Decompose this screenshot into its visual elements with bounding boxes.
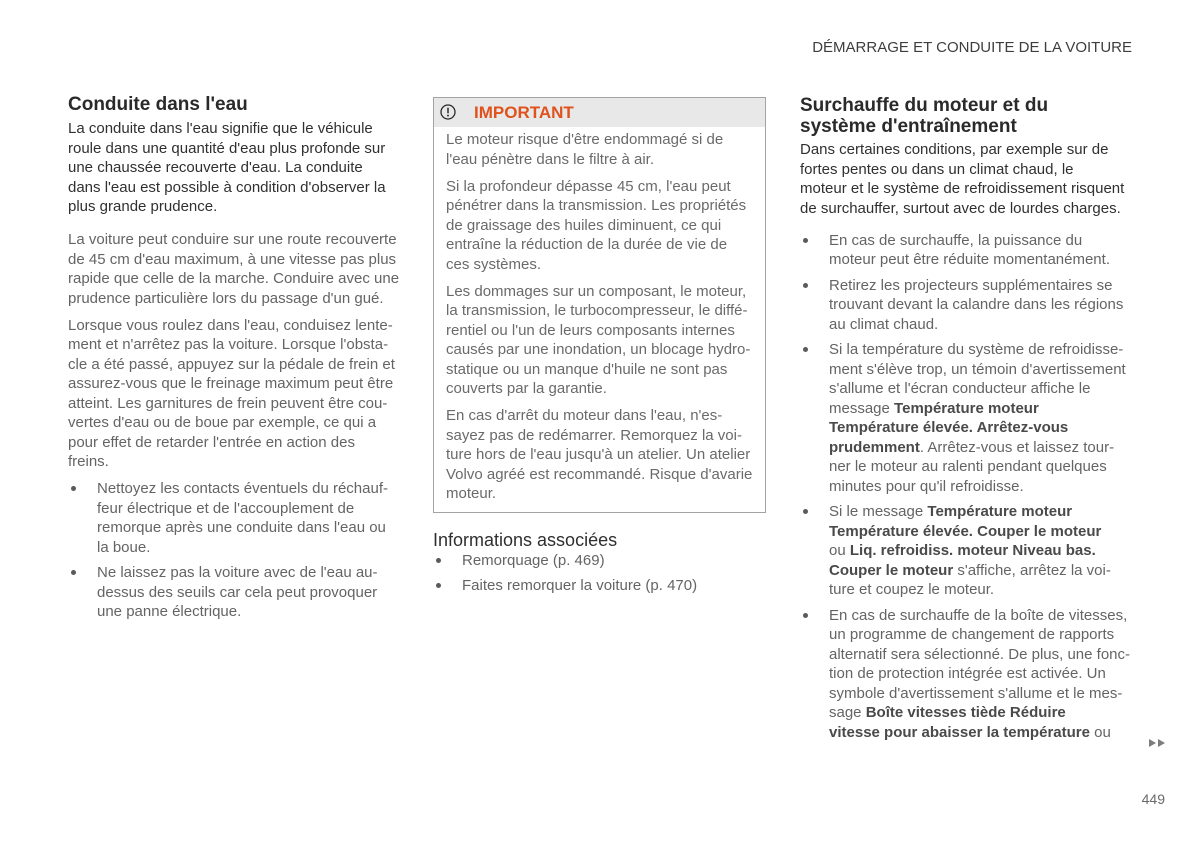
text-line: un programme de changement de rapports	[829, 626, 1115, 643]
bullet-text	[829, 231, 1135, 270]
text-line: moteur.	[446, 485, 497, 503]
text-line	[829, 502, 1135, 522]
text-line	[829, 399, 1135, 419]
bullet-text	[829, 606, 1135, 743]
text-line: En cas d'arrêt du moteur dans l'eau, n'es-	[446, 407, 723, 425]
continued-arrows-icon	[1148, 738, 1167, 748]
bullet-dot-icon	[803, 509, 808, 514]
bullet-item	[800, 606, 1135, 743]
text-line: plus grande prudence.	[68, 198, 218, 215]
text-line: cle a été passé, appuyez sur la pédale de frein et	[68, 355, 395, 373]
text-line: pénétrer dans la transmission. Les propriétés	[446, 197, 747, 215]
text-line: entraîne la réduction de la durée de vie de	[446, 236, 728, 254]
text-line: En cas de surchauffe, la puissance du	[829, 231, 1083, 249]
text-line: pour effet de retarder l'entrée en action des	[68, 433, 355, 451]
paragraph	[446, 130, 753, 169]
text-line: ces systèmes.	[446, 255, 542, 273]
bold-text-run: vitesse pour abaisser la température	[829, 723, 1090, 741]
text-line: alternatif sera sélectionné. De plus, une fonc-	[829, 645, 1131, 663]
text-line	[829, 703, 1135, 723]
bullet-item	[68, 479, 403, 557]
related-link-tow-the-car[interactable]: Faites remorquer la voiture (p. 470)	[462, 577, 698, 594]
related-link-item	[433, 576, 766, 596]
text-line: Lorsque vous roulez dans l'eau, conduisez lente-	[68, 316, 393, 334]
text-line: système d'entraînement	[800, 115, 1017, 137]
text-run: message	[829, 399, 895, 417]
text-line: assurez-vous que le freinage maximum peut être	[68, 375, 394, 392]
text-line	[829, 541, 1135, 561]
text-run: Si le message	[829, 503, 928, 520]
heading-driving-in-water: Conduite dans l'eau	[68, 94, 248, 115]
text-line: de surchauffer, surtout avec de lourdes charges.	[800, 199, 1121, 217]
text-line: Nettoyez les contacts éventuels du réchauf-	[97, 480, 388, 497]
text-line: sayez pas de redémarrer. Remorquez la voi-	[446, 426, 742, 444]
text-line: Volvo agréé est recommandé. Risque d'avarie	[446, 465, 753, 483]
text-line: vertes d'eau ou de boue par exemple, ce qui a	[68, 414, 377, 431]
text-line: roule dans une quantité d'eau plus profonde sur	[68, 139, 386, 157]
bold-text-run: Température moteur	[927, 503, 1073, 520]
text-line: ture hors de l'eau jusqu'à un atelier. Un atelier	[446, 446, 751, 464]
text-line	[829, 438, 1135, 458]
bullet-dot-icon	[803, 283, 808, 288]
bold-text-run: Température moteur	[894, 399, 1039, 417]
bullet-dot-icon	[436, 558, 441, 563]
bullet-list	[68, 479, 403, 622]
text-line: de 45 cm d'eau maximum, à une vitesse pas plus	[68, 250, 397, 268]
related-links-list	[433, 551, 766, 596]
paragraph	[446, 177, 753, 275]
exclamation-circle-icon	[440, 104, 456, 120]
section-header: DÉMARRAGE ET CONDUITE DE LA VOITURE	[812, 39, 1132, 56]
text-line	[829, 561, 1135, 581]
text-line: minutes pour qu'il refroidisse.	[829, 477, 1024, 495]
intro-paragraph	[68, 119, 403, 217]
text-run: sage	[829, 704, 866, 721]
bold-text-run: Température élevée. Couper le moteur	[829, 522, 1102, 540]
text-line: dans l'eau est possible à condition d'observer la	[68, 178, 386, 196]
bullet-text	[829, 340, 1135, 496]
text-line: dessus des seuils car cela peut provoquer	[97, 583, 378, 601]
bullet-dot-icon	[803, 347, 808, 352]
text-line: l'eau pénètre dans le filtre à air.	[446, 150, 654, 168]
bullet-dot-icon	[71, 570, 76, 575]
text-line: prudence particulière lors du passage d'un gué.	[68, 289, 384, 307]
paragraph	[68, 316, 403, 472]
bold-text-run: prudemment	[829, 438, 920, 456]
bullet-list	[800, 231, 1135, 743]
text-line: de graissage des huiles diminuent, ce qui	[446, 216, 722, 234]
important-box-body	[434, 127, 765, 512]
text-line: tion de protection intégrée est activée. Un	[829, 665, 1106, 682]
heading-engine-overheating	[800, 95, 1135, 137]
bullet-item	[800, 340, 1135, 496]
text-line: s'allume et l'écran conducteur affiche le	[829, 380, 1091, 397]
bullet-item	[800, 231, 1135, 270]
text-run: ou	[1089, 723, 1111, 741]
paragraph	[446, 282, 753, 399]
text-line: Si la température du système de refroidisse-	[829, 341, 1124, 358]
bullet-text	[97, 479, 403, 557]
text-line: au climat chaud.	[829, 315, 939, 333]
text-line: Ne laissez pas la voiture avec de l'eau au-	[97, 564, 378, 581]
text-line: symbole d'avertissement s'allume et le mes-	[829, 684, 1123, 702]
important-box	[433, 97, 766, 513]
text-line: ner le moteur au ralenti pendant quelques	[829, 458, 1107, 475]
related-link-towing[interactable]: Remorquage (p. 469)	[462, 552, 605, 569]
text-line: remorque après une conduite dans l'eau ou	[97, 519, 386, 536]
bullet-dot-icon	[71, 486, 76, 491]
text-line: rentiel ou l'un de leurs composants internes	[446, 321, 735, 339]
bold-text-run: Couper le moteur	[829, 561, 954, 579]
text-line: causés par une inondation, un blocage hydro-	[446, 341, 751, 359]
text-line: Surchauffe du moteur et du	[800, 94, 1049, 116]
text-line: freins.	[68, 453, 109, 470]
text-line: une chaussée recouverte d'eau. La conduite	[68, 159, 363, 176]
bold-text-run: Température élevée. Arrêtez-vous	[829, 419, 1069, 436]
intro-paragraph	[800, 140, 1135, 218]
text-line: trouvant devant la calandre dans les régions	[829, 296, 1124, 313]
bullet-text	[97, 563, 403, 622]
right-column	[800, 95, 1135, 743]
paragraph	[446, 406, 753, 504]
page-number: 449	[1141, 791, 1165, 807]
text-line: La voiture peut conduire sur une route recouverte	[68, 231, 397, 248]
related-link-item	[433, 551, 766, 571]
text-line: ment s'élève trop, un témoin d'avertissement	[829, 360, 1126, 378]
text-line: Le moteur risque d'être endommagé si de	[446, 131, 724, 149]
text-run: . Arrêtez-vous et laissez tour-	[919, 438, 1115, 456]
text-line: Les dommages sur un composant, le moteur,	[446, 282, 747, 300]
text-line: Dans certaines conditions, par exemple sur de	[800, 141, 1109, 158]
bold-text-run: Liq. refroidiss. moteur Niveau bas.	[849, 542, 1096, 559]
text-line: moteur et le système de refroidissement risquent	[800, 180, 1125, 197]
bullet-text	[829, 276, 1135, 335]
important-box-header	[434, 98, 765, 127]
text-line: feur électrique et de l'accouplement de	[97, 499, 355, 517]
text-run: ou	[829, 542, 850, 559]
text-line: En cas de surchauffe de la boîte de vitesses,	[829, 606, 1128, 624]
bullet-item	[68, 563, 403, 622]
bullet-dot-icon	[803, 613, 808, 618]
important-title: IMPORTANT	[474, 103, 574, 122]
bullet-item	[800, 502, 1135, 600]
left-column	[68, 94, 403, 622]
text-line	[829, 418, 1135, 438]
bullet-dot-icon	[436, 583, 441, 588]
text-line: Si la profondeur dépasse 45 cm, l'eau peut	[446, 177, 731, 195]
text-line	[829, 522, 1135, 542]
related-information	[433, 529, 766, 596]
related-information-heading: Informations associées	[433, 530, 618, 550]
text-line: Retirez les projecteurs supplémentaires se	[829, 276, 1113, 294]
bullet-dot-icon	[803, 238, 808, 243]
text-line: la boue.	[97, 538, 151, 556]
text-line: atteint. Les garnitures de frein peuvent être cou-	[68, 394, 388, 412]
text-line: une panne électrique.	[97, 603, 242, 620]
text-line: la transmission, le turbocompresseur, le diffé-	[446, 302, 748, 320]
paragraph	[68, 230, 403, 308]
text-line: moteur peut être réduite momentanément.	[829, 251, 1110, 268]
bold-text-run: Boîte vitesses tiède Réduire	[865, 704, 1066, 721]
bullet-text	[829, 502, 1135, 600]
text-line: fortes pentes ou dans un climat chaud, le	[800, 160, 1074, 178]
text-line: La conduite dans l'eau signifie que le véhicule	[68, 120, 373, 137]
text-line: statique ou un manque d'huile ne sont pas	[446, 360, 728, 378]
text-line: ment et n'arrêtez pas la voiture. Lorsque l'obsta-	[68, 336, 389, 353]
text-line: rapide que celle de la marche. Conduire avec une	[68, 270, 400, 287]
bullet-item	[800, 276, 1135, 335]
text-line: couverts par la garantie.	[446, 380, 607, 398]
text-line: ture et coupez le moteur.	[829, 581, 995, 598]
text-run: s'affiche, arrêtez la voi-	[953, 561, 1111, 579]
text-line	[829, 723, 1135, 743]
middle-column	[433, 97, 766, 596]
